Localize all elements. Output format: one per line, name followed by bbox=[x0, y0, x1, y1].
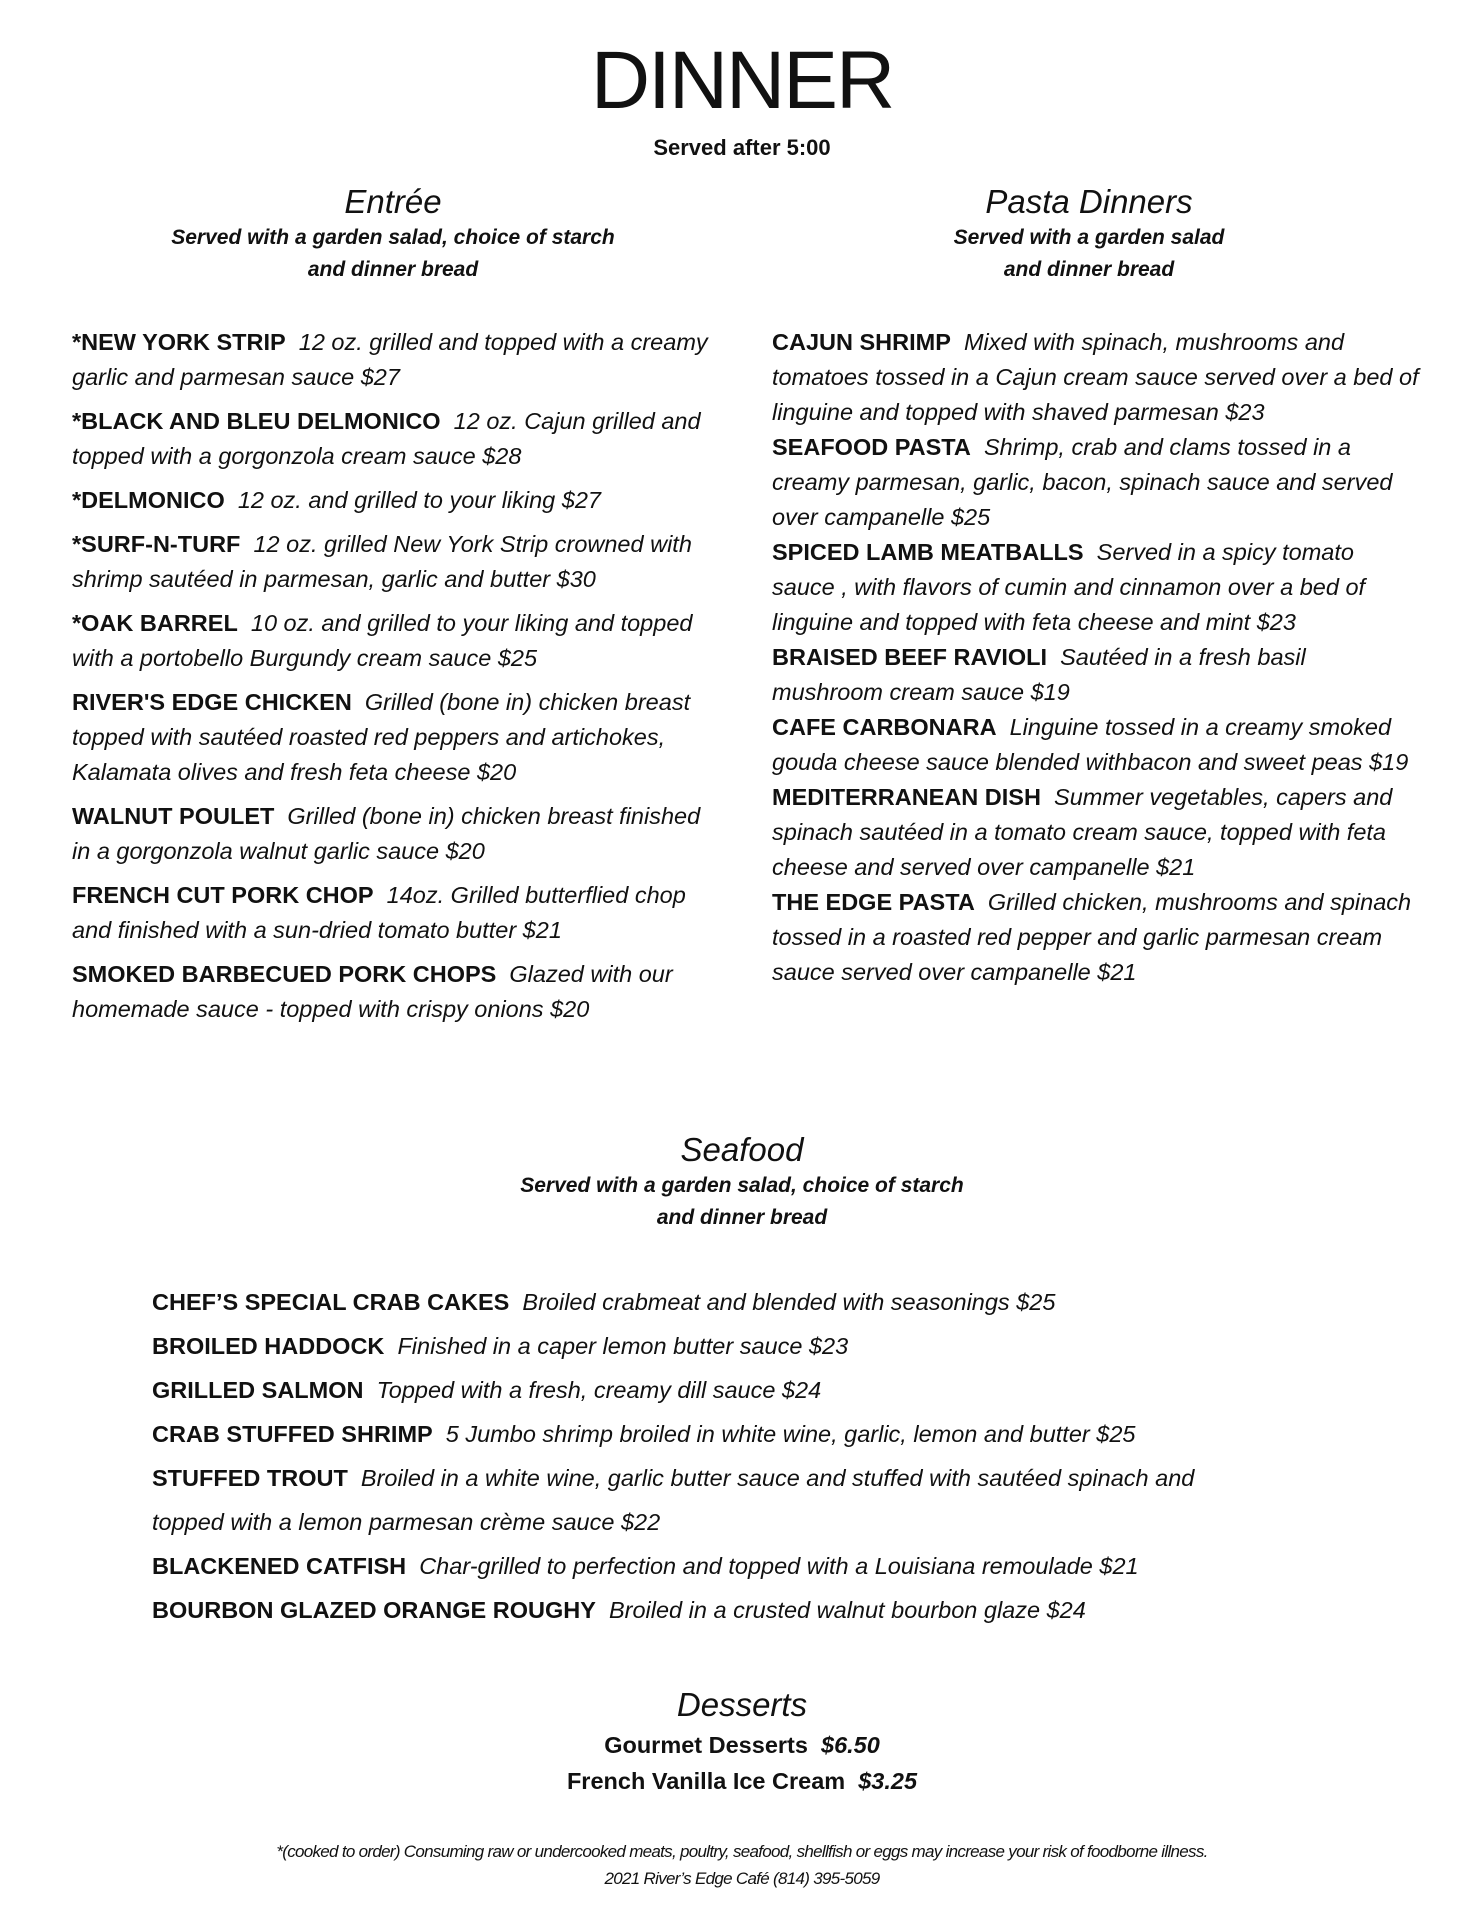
item-description: Sautéed in a fresh basil mushroom cream sauce $19 bbox=[772, 644, 1306, 705]
dessert-name: Gourmet Desserts bbox=[604, 1732, 808, 1758]
item-name: CRAB STUFFED SHRIMP bbox=[152, 1421, 433, 1447]
menu-item bbox=[772, 640, 1422, 710]
dessert-name: French Vanilla Ice Cream bbox=[566, 1768, 846, 1794]
item-name: MEDITERRANEAN DISH bbox=[772, 784, 1041, 810]
item-description: Shrimp, crab and clams tossed in a creamy parmesan, garlic, bacon, spinach sauce and served over campanelle $25 bbox=[772, 434, 1393, 530]
item-name: BOURBON GLAZED ORANGE ROUGHY bbox=[152, 1597, 596, 1623]
menu-item bbox=[72, 527, 722, 597]
dessert-price: $6.50 bbox=[821, 1732, 880, 1758]
pasta-list bbox=[772, 325, 1422, 990]
menu-item bbox=[772, 885, 1422, 990]
pasta-note-line2: and dinner bread bbox=[1003, 258, 1175, 281]
menu-item bbox=[152, 1456, 1272, 1544]
entree-list bbox=[72, 325, 722, 1036]
item-name: CHEF’S SPECIAL CRAB CAKES bbox=[152, 1289, 510, 1315]
item-description: 14oz. Grilled butterflied chop and finished with a sun-dried tomato butter $21 bbox=[72, 882, 686, 943]
item-description: Grilled (bone in) chicken breast topped with sautéed roasted red peppers and artichokes, Kalamata olives and fresh feta cheese $20 bbox=[72, 689, 691, 785]
footer bbox=[0, 1838, 1484, 1892]
item-description: Broiled crabmeat and blended with seasonings $25 bbox=[522, 1289, 1056, 1315]
item-description: 12 oz. grilled New York Strip crowned with shrimp sautéed in parmesan, garlic and butter $30 bbox=[72, 531, 692, 592]
item-name: *OAK BARREL bbox=[72, 610, 238, 636]
item-description: 12 oz. grilled and topped with a creamy garlic and parmesan sauce $27 bbox=[72, 329, 708, 390]
menu-item bbox=[772, 535, 1422, 640]
seafood-note-line1: Served with a garden salad, choice of starch bbox=[520, 1174, 964, 1197]
page-title: DINNER bbox=[590, 35, 894, 126]
menu-item bbox=[152, 1280, 1272, 1324]
menu-item bbox=[152, 1588, 1272, 1632]
item-description: Summer vegetables, capers and spinach sautéed in a tomato cream sauce, topped with feta cheese and served over campanelle $21 bbox=[772, 784, 1393, 880]
item-name: *SURF-N-TURF bbox=[72, 531, 241, 557]
item-description: Finished in a caper lemon butter sauce $23 bbox=[397, 1333, 849, 1359]
seafood-note-line2: and dinner bread bbox=[656, 1206, 828, 1229]
seafood-heading: Seafood bbox=[680, 1131, 804, 1168]
item-name: STUFFED TROUT bbox=[152, 1465, 348, 1491]
entree-note-line1: Served with a garden salad, choice of starch bbox=[171, 226, 615, 249]
footer-contact: 2021 River’s Edge Café (814) 395-5059 bbox=[604, 1869, 880, 1888]
entree-heading: Entrée bbox=[344, 183, 442, 220]
pasta-note-line1: Served with a garden salad bbox=[953, 226, 1225, 249]
menu-item bbox=[772, 710, 1422, 780]
item-description: Linguine tossed in a creamy smoked gouda cheese sauce blended withbacon and sweet peas $19 bbox=[772, 714, 1409, 775]
menu-item bbox=[72, 957, 722, 1027]
item-description: 10 oz. and grilled to your liking and topped with a portobello Burgundy cream sauce $25 bbox=[72, 610, 693, 671]
item-name: BLACKENED CATFISH bbox=[152, 1553, 407, 1579]
menu-item bbox=[152, 1324, 1272, 1368]
item-name: SMOKED BARBECUED PORK CHOPS bbox=[72, 961, 497, 987]
menu-item bbox=[72, 325, 722, 395]
item-description: 5 Jumbo shrimp broiled in white wine, garlic, lemon and butter $25 bbox=[445, 1421, 1136, 1447]
desserts-heading: Desserts bbox=[676, 1686, 808, 1723]
menu-item bbox=[772, 780, 1422, 885]
entree-section-header bbox=[60, 182, 726, 286]
item-description: Topped with a fresh, creamy dill sauce $24 bbox=[376, 1377, 822, 1403]
item-name: RIVER'S EDGE CHICKEN bbox=[72, 689, 352, 715]
item-name: *BLACK AND BLEU DELMONICO bbox=[72, 408, 441, 434]
page-subtitle: Served after 5:00 bbox=[653, 135, 831, 160]
item-description: Grilled (bone in) chicken breast finished in a gorgonzola walnut garlic sauce $20 bbox=[72, 803, 701, 864]
item-name: BRAISED BEEF RAVIOLI bbox=[772, 644, 1048, 670]
item-description: Broiled in a crusted walnut bourbon glaze $24 bbox=[608, 1597, 1086, 1623]
pasta-section-header bbox=[756, 182, 1422, 286]
item-description: 12 oz. Cajun grilled and topped with a gorgonzola cream sauce $28 bbox=[72, 408, 701, 469]
item-description: Mixed with spinach, mushrooms and tomatoes tossed in a Cajun cream sauce served over a bed of linguine and topped with shaved parmesan $23 bbox=[772, 329, 1419, 425]
menu-item bbox=[772, 430, 1422, 535]
item-name: GRILLED SALMON bbox=[152, 1377, 364, 1403]
item-description: Broiled in a white wine, garlic butter sauce and stuffed with sautéed spinach and topped with a lemon parmesan crème sauce $22 bbox=[152, 1465, 1195, 1535]
seafood-section-header bbox=[0, 1130, 1484, 1234]
menu-item bbox=[772, 325, 1422, 430]
menu-item bbox=[72, 685, 722, 790]
item-name: BROILED HADDOCK bbox=[152, 1333, 385, 1359]
seafood-list bbox=[152, 1280, 1272, 1632]
item-name: CAFE CARBONARA bbox=[772, 714, 997, 740]
menu-item bbox=[152, 1368, 1272, 1412]
menu-item bbox=[72, 606, 722, 676]
dessert-item bbox=[0, 1727, 1484, 1763]
item-name: *DELMONICO bbox=[72, 487, 225, 513]
item-description: 12 oz. and grilled to your liking $27 bbox=[237, 487, 601, 513]
item-name: THE EDGE PASTA bbox=[772, 889, 975, 915]
item-name: CAJUN SHRIMP bbox=[772, 329, 951, 355]
entree-note-line2: and dinner bread bbox=[307, 258, 479, 281]
pasta-heading: Pasta Dinners bbox=[985, 183, 1193, 220]
menu-item bbox=[72, 878, 722, 948]
desserts-section-header bbox=[0, 1685, 1484, 1725]
menu-item bbox=[152, 1544, 1272, 1588]
item-description: Grilled chicken, mushrooms and spinach tossed in a roasted red pepper and garlic parmesan cream sauce served over campanelle $21 bbox=[772, 889, 1412, 985]
dessert-item bbox=[0, 1763, 1484, 1799]
dessert-price: $3.25 bbox=[858, 1768, 918, 1794]
item-name: SEAFOOD PASTA bbox=[772, 434, 971, 460]
item-description: Served in a spicy tomato sauce , with flavors of cumin and cinnamon over a bed of linguine and topped with feta cheese and mint $23 bbox=[772, 539, 1366, 635]
item-description: Char-grilled to perfection and topped with a Louisiana remoulade $21 bbox=[419, 1553, 1139, 1579]
menu-item bbox=[72, 404, 722, 474]
menu-item bbox=[72, 483, 722, 518]
item-description: Glazed with our homemade sauce - topped with crispy onions $20 bbox=[72, 961, 673, 1022]
menu-item bbox=[152, 1412, 1272, 1456]
item-name: SPICED LAMB MEATBALLS bbox=[772, 539, 1084, 565]
desserts-list bbox=[0, 1727, 1484, 1799]
item-name: *NEW YORK STRIP bbox=[72, 329, 286, 355]
menu-item bbox=[72, 799, 722, 869]
footer-disclaimer: *(cooked to order) Consuming raw or undercooked meats, poultry, seafood, shellfish or eggs may increase your risk of foodborne illness. bbox=[276, 1842, 1208, 1861]
item-name: FRENCH CUT PORK CHOP bbox=[72, 882, 374, 908]
item-name: WALNUT POULET bbox=[72, 803, 275, 829]
